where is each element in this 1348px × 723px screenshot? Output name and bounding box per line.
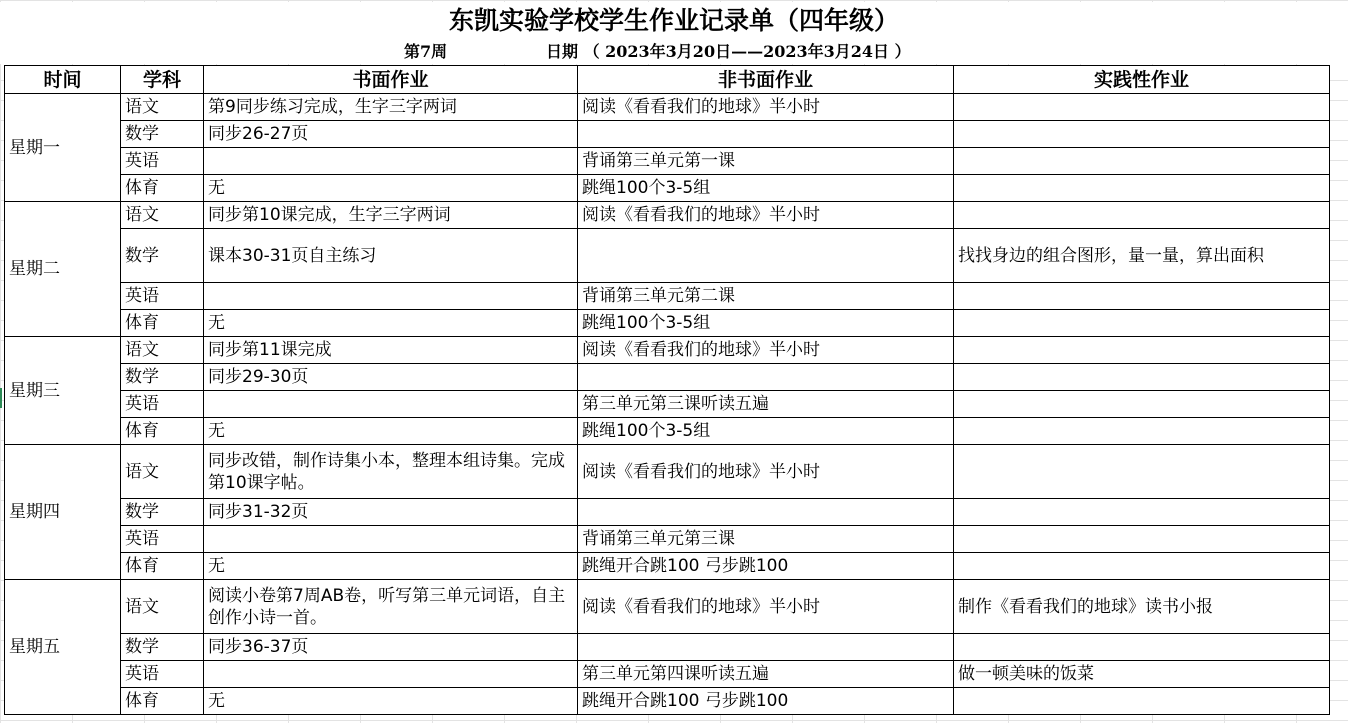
nonwritten-homework-cell[interactable]: 背诵第三单元第一课	[578, 148, 954, 175]
subject-cell[interactable]: 数学	[121, 499, 204, 526]
practice-homework-cell[interactable]	[954, 283, 1330, 310]
nonwritten-homework-cell[interactable]: 第三单元第三课听读五遍	[578, 391, 954, 418]
table-row	[5, 634, 1330, 661]
written-homework-cell[interactable]: 同步36-37页	[204, 634, 578, 661]
subject-cell[interactable]: 数学	[121, 364, 204, 391]
practice-homework-cell[interactable]: 做一顿美味的饭菜	[954, 661, 1330, 688]
nonwritten-homework-cell[interactable]	[578, 229, 954, 283]
written-homework-cell[interactable]: 课本30-31页自主练习	[204, 229, 578, 283]
written-homework-cell[interactable]: 无	[204, 310, 578, 337]
subject-cell[interactable]: 体育	[121, 688, 204, 715]
subject-cell[interactable]: 体育	[121, 310, 204, 337]
written-homework-cell[interactable]	[204, 148, 578, 175]
subject-cell[interactable]: 英语	[121, 661, 204, 688]
written-homework-cell[interactable]: 无	[204, 175, 578, 202]
subject-cell[interactable]: 语文	[121, 580, 204, 634]
header-subject[interactable]: 学科	[121, 66, 204, 94]
written-homework-cell[interactable]: 同步26-27页	[204, 121, 578, 148]
written-homework-cell[interactable]	[204, 526, 578, 553]
practice-homework-cell[interactable]	[954, 310, 1330, 337]
table-row	[5, 283, 1330, 310]
nonwritten-homework-cell[interactable]: 阅读《看看我们的地球》半小时	[578, 580, 954, 634]
written-homework-cell[interactable]	[204, 283, 578, 310]
subject-cell[interactable]: 体育	[121, 175, 204, 202]
homework-table	[4, 65, 1330, 715]
subtitle-row	[0, 40, 1348, 64]
row-selection-marker	[0, 388, 2, 408]
practice-homework-cell[interactable]	[954, 526, 1330, 553]
subject-cell[interactable]: 语文	[121, 337, 204, 364]
subject-cell[interactable]: 英语	[121, 148, 204, 175]
nonwritten-homework-cell[interactable]: 阅读《看看我们的地球》半小时	[578, 445, 954, 499]
practice-homework-cell[interactable]: 制作《看看我们的地球》读书小报	[954, 580, 1330, 634]
subject-cell[interactable]: 语文	[121, 202, 204, 229]
table-row	[5, 418, 1330, 445]
practice-homework-cell[interactable]	[954, 94, 1330, 121]
day-cell[interactable]: 星期一	[5, 94, 121, 202]
practice-homework-cell[interactable]	[954, 364, 1330, 391]
practice-homework-cell[interactable]	[954, 391, 1330, 418]
table-row	[5, 175, 1330, 202]
written-homework-cell[interactable]: 同步改错，制作诗集小本，整理本组诗集。完成第10课字帖。	[204, 445, 578, 499]
nonwritten-homework-cell[interactable]: 阅读《看看我们的地球》半小时	[578, 202, 954, 229]
table-row	[5, 688, 1330, 715]
table-row	[5, 391, 1330, 418]
practice-homework-cell[interactable]	[954, 688, 1330, 715]
written-homework-cell[interactable]: 同步31-32页	[204, 499, 578, 526]
practice-homework-cell[interactable]	[954, 634, 1330, 661]
written-homework-cell[interactable]: 无	[204, 553, 578, 580]
practice-homework-cell[interactable]	[954, 175, 1330, 202]
subject-cell[interactable]: 数学	[121, 634, 204, 661]
nonwritten-homework-cell[interactable]: 阅读《看看我们的地球》半小时	[578, 337, 954, 364]
table-row	[5, 337, 1330, 364]
written-homework-cell[interactable]: 同步第11课完成	[204, 337, 578, 364]
written-homework-cell[interactable]: 阅读小卷第7周AB卷，听写第三单元词语，自主创作小诗一首。	[204, 580, 578, 634]
subject-cell[interactable]: 英语	[121, 391, 204, 418]
practice-homework-cell[interactable]	[954, 418, 1330, 445]
subject-cell[interactable]: 英语	[121, 283, 204, 310]
subject-cell[interactable]: 数学	[121, 121, 204, 148]
day-cell[interactable]: 星期三	[5, 337, 121, 445]
subject-cell[interactable]: 语文	[121, 445, 204, 499]
table-row	[5, 148, 1330, 175]
table-row	[5, 580, 1330, 634]
nonwritten-homework-cell[interactable]: 背诵第三单元第二课	[578, 283, 954, 310]
subject-cell[interactable]: 数学	[121, 229, 204, 283]
header-time[interactable]: 时间	[5, 66, 121, 94]
day-cell[interactable]: 星期二	[5, 202, 121, 337]
nonwritten-homework-cell[interactable]	[578, 121, 954, 148]
nonwritten-homework-cell[interactable]: 第三单元第四课听读五遍	[578, 661, 954, 688]
practice-homework-cell[interactable]	[954, 445, 1330, 499]
written-homework-cell[interactable]: 第9同步练习完成，生字三字两词	[204, 94, 578, 121]
practice-homework-cell[interactable]	[954, 499, 1330, 526]
nonwritten-homework-cell[interactable]: 阅读《看看我们的地球》半小时	[578, 94, 954, 121]
subject-cell[interactable]: 体育	[121, 418, 204, 445]
practice-homework-cell[interactable]	[954, 337, 1330, 364]
table-row	[5, 553, 1330, 580]
subject-cell[interactable]: 体育	[121, 553, 204, 580]
day-cell[interactable]: 星期五	[5, 580, 121, 715]
nonwritten-homework-cell[interactable]	[578, 364, 954, 391]
header-written[interactable]: 书面作业	[204, 66, 578, 94]
nonwritten-homework-cell[interactable]	[578, 499, 954, 526]
table-row	[5, 121, 1330, 148]
written-homework-cell[interactable]: 同步29-30页	[204, 364, 578, 391]
written-homework-cell[interactable]	[204, 391, 578, 418]
date-range-label: 日期 （ 2023年3月20日——2023年3月24日 ）	[546, 42, 911, 61]
table-row	[5, 229, 1330, 283]
practice-homework-cell[interactable]	[954, 121, 1330, 148]
written-homework-cell[interactable]: 无	[204, 688, 578, 715]
nonwritten-homework-cell[interactable]	[578, 634, 954, 661]
header-practice[interactable]: 实践性作业	[954, 66, 1330, 94]
table-row	[5, 94, 1330, 121]
written-homework-cell[interactable]: 无	[204, 418, 578, 445]
table-row	[5, 364, 1330, 391]
written-homework-cell[interactable]: 同步第10课完成，生字三字两词	[204, 202, 578, 229]
table-row	[5, 661, 1330, 688]
table-row	[5, 526, 1330, 553]
nonwritten-homework-cell[interactable]: 背诵第三单元第三课	[578, 526, 954, 553]
nonwritten-homework-cell[interactable]: 跳绳开合跳100 弓步跳100	[578, 688, 954, 715]
table-row	[5, 310, 1330, 337]
day-cell[interactable]: 星期四	[5, 445, 121, 580]
table-body	[5, 94, 1330, 715]
nonwritten-homework-cell[interactable]: 跳绳开合跳100 弓步跳100	[578, 553, 954, 580]
table-row	[5, 445, 1330, 499]
subject-cell[interactable]: 英语	[121, 526, 204, 553]
practice-homework-cell[interactable]: 找找身边的组合图形，量一量，算出面积	[954, 229, 1330, 283]
subject-cell[interactable]: 语文	[121, 94, 204, 121]
header-row	[5, 66, 1330, 94]
practice-homework-cell[interactable]	[954, 148, 1330, 175]
written-homework-cell[interactable]	[204, 661, 578, 688]
table-row	[5, 499, 1330, 526]
sheet-title: 东凯实验学校学生作业记录单（四年级）	[0, 2, 1348, 40]
practice-homework-cell[interactable]	[954, 553, 1330, 580]
nonwritten-homework-cell[interactable]: 跳绳100个3-5组	[578, 310, 954, 337]
table-row	[5, 202, 1330, 229]
nonwritten-homework-cell[interactable]: 跳绳100个3-5组	[578, 175, 954, 202]
header-nonwritten[interactable]: 非书面作业	[578, 66, 954, 94]
practice-homework-cell[interactable]	[954, 202, 1330, 229]
nonwritten-homework-cell[interactable]: 跳绳100个3-5组	[578, 418, 954, 445]
week-label: 第7周	[404, 42, 448, 61]
